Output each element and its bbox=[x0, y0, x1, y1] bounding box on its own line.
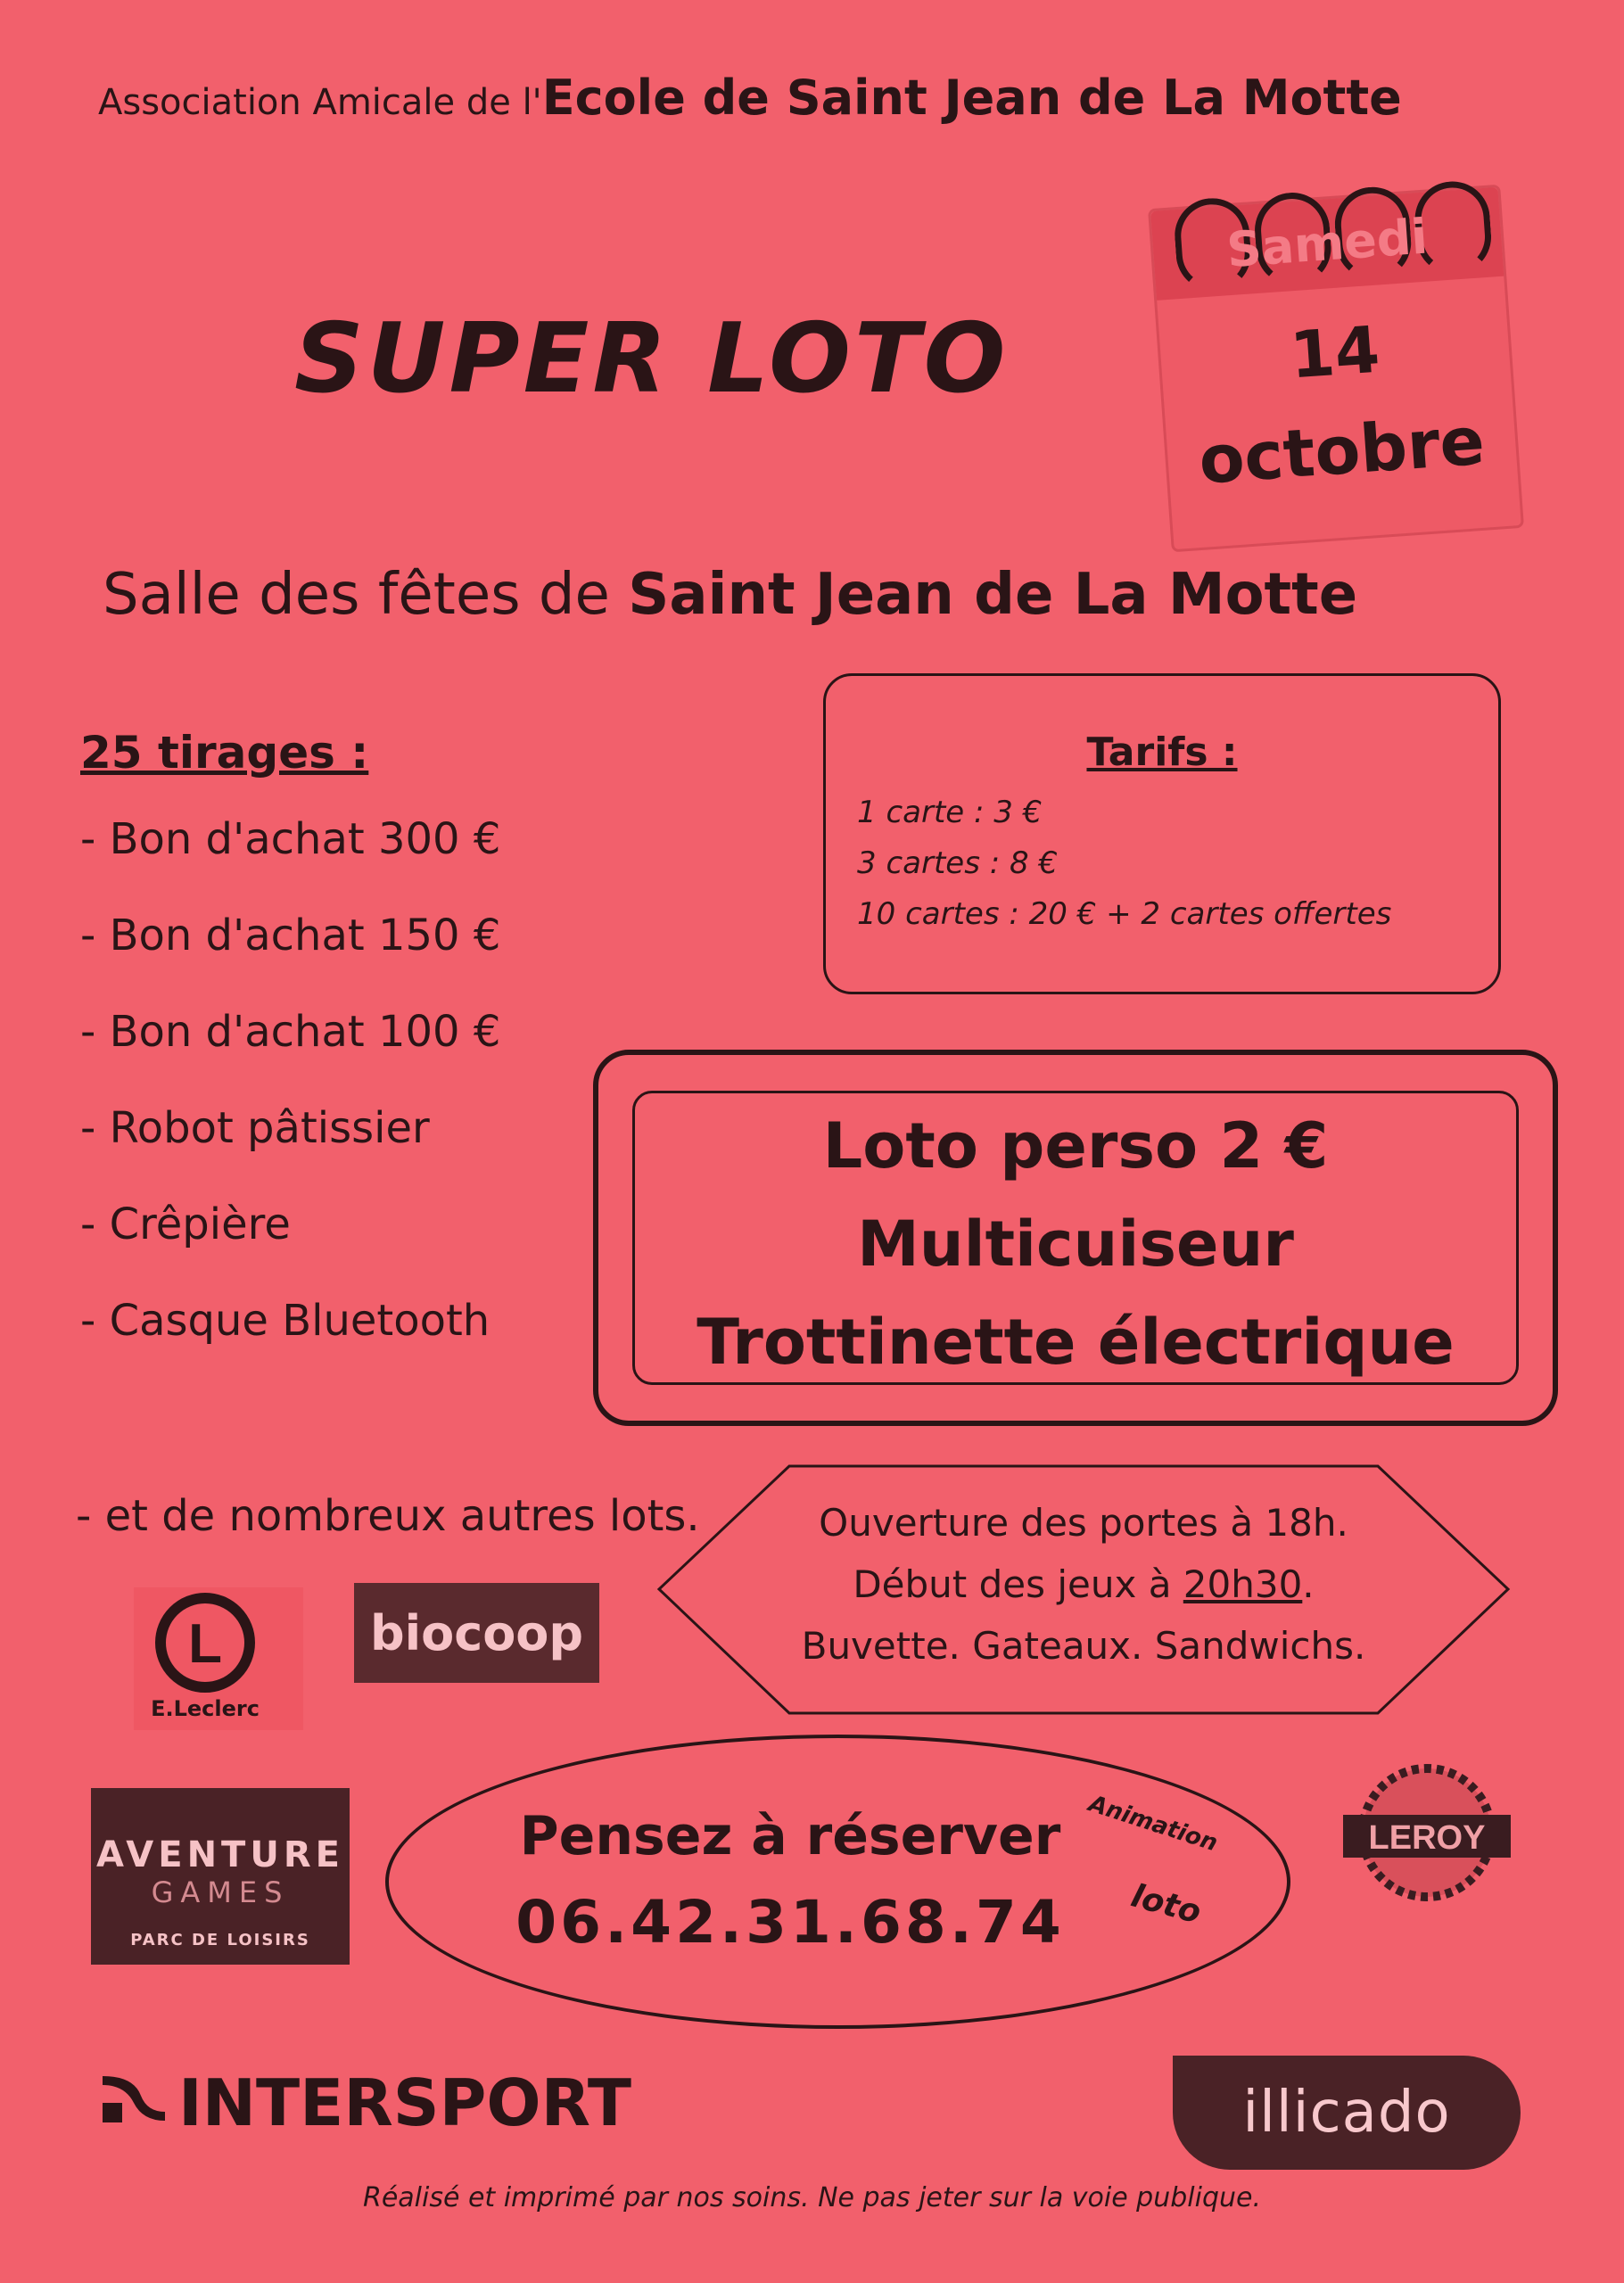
animation-logo-loto: loto bbox=[1127, 1877, 1205, 1932]
loto-perso-prize: Multicuiseur bbox=[857, 1207, 1294, 1281]
tirages-title: 25 tirages : bbox=[80, 727, 369, 779]
aventure-logo-text: AVENTURE bbox=[96, 1834, 344, 1875]
leroy-logo bbox=[1338, 1761, 1516, 1904]
schedule-hexagon bbox=[655, 1463, 1512, 1717]
tarif-row: 10 cartes : 20 € + 2 cartes offertes bbox=[857, 896, 1392, 932]
loto-perso-box bbox=[593, 1050, 1558, 1426]
doors-opening: Ouverture des portes à 18h. bbox=[819, 1501, 1348, 1545]
venue-prefix: Salle des fêtes de bbox=[103, 562, 610, 628]
list-item: - Bon d'achat 300 € bbox=[80, 814, 501, 864]
animation-loto-logo bbox=[1085, 1790, 1256, 1962]
leroy-badge-icon bbox=[1338, 1761, 1516, 1904]
intersport-emblem-icon bbox=[98, 2076, 169, 2130]
calendar-page bbox=[1148, 185, 1524, 553]
association-name: Association Amicale de l' bbox=[98, 82, 542, 123]
reserve-label: Pensez à réserver bbox=[519, 1805, 1061, 1867]
calendar-date: 14 bbox=[1287, 311, 1382, 393]
refreshments: Buvette. Gateaux. Sandwichs. bbox=[801, 1624, 1366, 1668]
leclerc-emblem-icon bbox=[134, 1587, 303, 1694]
footer-note: Réalisé et imprimé par nos soins. Ne pas jeter sur la voie publique. bbox=[362, 2182, 1262, 2213]
games-start bbox=[655, 1562, 1512, 1606]
other-prizes: - et de nombreux autres lots. bbox=[76, 1491, 700, 1541]
games-start-suffix: . bbox=[1302, 1562, 1315, 1606]
biocoop-logo: biocoop bbox=[354, 1583, 599, 1683]
venue-place: Saint Jean de La Motte bbox=[628, 562, 1358, 628]
tirages-list bbox=[80, 727, 500, 1392]
games-logo-text: GAMES bbox=[151, 1875, 290, 1909]
aventure-games-logo bbox=[91, 1788, 350, 1965]
tarif-row: 3 cartes : 8 € bbox=[857, 845, 1059, 881]
intersport-name: INTERSPORT bbox=[178, 2065, 631, 2140]
leclerc-name: E.Leclerc bbox=[151, 1696, 260, 1721]
loto-perso-prize: Trottinette électrique bbox=[697, 1306, 1455, 1379]
tarif-row: 1 carte : 3 € bbox=[857, 795, 1043, 830]
venue bbox=[103, 562, 1357, 628]
loto-perso-inner bbox=[632, 1091, 1519, 1385]
phone-number[interactable]: 06.42.31.68.74 bbox=[515, 1888, 1065, 1957]
illicado-logo: illicado bbox=[1173, 2056, 1521, 2170]
games-start-time: 20h30 bbox=[1183, 1562, 1303, 1606]
tarifs-title bbox=[826, 729, 1498, 775]
list-item: - Robot pâtissier bbox=[80, 1103, 430, 1153]
list-item: - Casque Bluetooth bbox=[80, 1296, 490, 1346]
loto-perso-price: Loto perso 2 € bbox=[822, 1109, 1329, 1183]
games-start-label: Début des jeux à bbox=[853, 1562, 1183, 1606]
intersport-logo bbox=[98, 2060, 669, 2145]
page-title: SUPER LOTO bbox=[294, 303, 1010, 415]
association-header bbox=[98, 70, 1525, 126]
school-name: Ecole de Saint Jean de La Motte bbox=[541, 70, 1402, 126]
leclerc-letter: L bbox=[188, 1613, 222, 1675]
leroy-name: LEROY bbox=[1368, 1819, 1486, 1857]
leclerc-logo bbox=[134, 1587, 303, 1730]
parc-logo-text: PARC DE LOISIRS bbox=[130, 1931, 310, 1949]
calendar-day: Samedi bbox=[1224, 208, 1430, 279]
calendar-month: octobre bbox=[1196, 402, 1488, 499]
list-item: - Bon d'achat 100 € bbox=[80, 1007, 501, 1057]
list-item: - Crêpière bbox=[80, 1199, 291, 1249]
tarifs-box bbox=[823, 673, 1501, 994]
animation-logo-text: Animation bbox=[1085, 1790, 1221, 1858]
calendar-icon bbox=[1159, 143, 1507, 535]
list-item: - Bon d'achat 150 € bbox=[80, 911, 501, 960]
tarifs-title-text: Tarifs : bbox=[1086, 729, 1238, 775]
